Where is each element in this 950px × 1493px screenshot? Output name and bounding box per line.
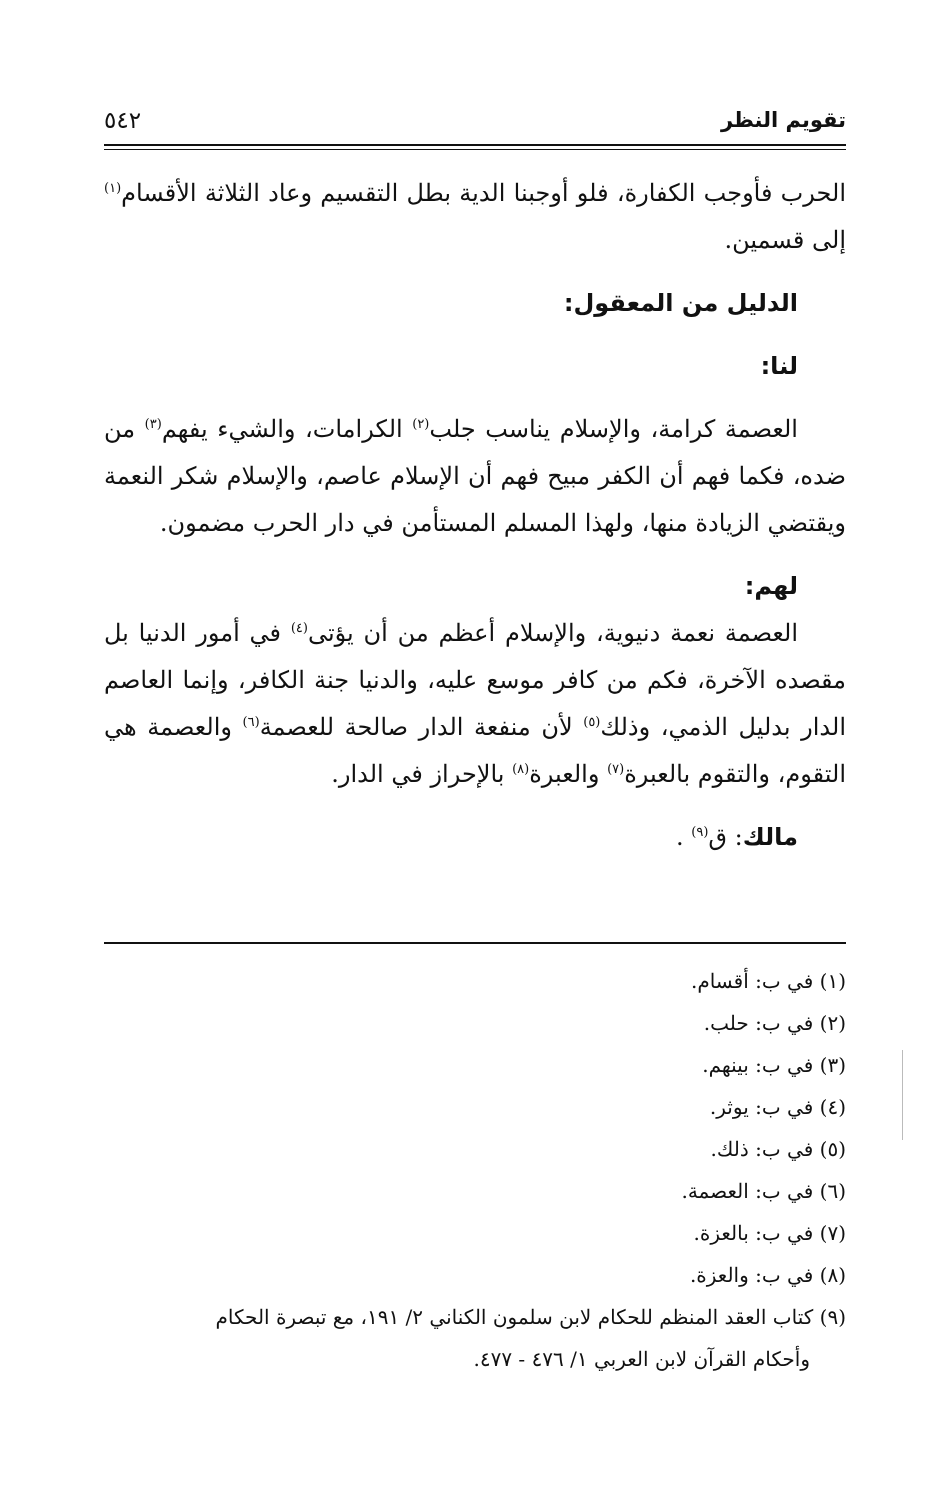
footnote-3: (٣) في ب: بينهم.: [702, 1053, 846, 1077]
text-span: الحرب فأوجب الكفارة، فلو أوجبنا الدية بطل التقسيم وعاد الثلاثة: [204, 179, 846, 207]
footnotes: [104, 960, 846, 1380]
heading-for-us: لنا:: [760, 352, 798, 380]
footnote-ref-6[interactable]: (٦): [242, 715, 260, 730]
heading-for-them: لهم:: [744, 572, 798, 600]
text-span: العصمة نعمة دنيوية، والإسلام أعظم من أن يؤتى: [307, 619, 798, 647]
footnote-7: (٧) في ب: بالعزة.: [693, 1221, 846, 1245]
footnote-ref-2[interactable]: (٢): [412, 417, 430, 432]
paragraph-1: [104, 170, 846, 264]
paragraph-2: [104, 406, 846, 547]
text-span: إلى قسمين.: [724, 226, 846, 254]
footnote-ref-7[interactable]: (٧): [607, 762, 625, 777]
text-span: لأن منفعة الدار صالحة للعصمة: [259, 713, 584, 741]
text-span: العصمة كرامة، والإسلام يناسب جلب: [429, 415, 798, 443]
footnote-9-continuation: وأحكام القرآن لابن العربي ١/ ٤٧٦ - ٤٧٧.: [473, 1347, 810, 1371]
paragraph-4: [104, 814, 846, 861]
footnote-9: (٩) كتاب العقد المنظم للحكام لابن سلمون الكناني ٢/ ١٩١، مع تبصرة الحكام: [215, 1305, 846, 1329]
footnote-4: (٤) في ب: يوثر.: [709, 1095, 846, 1119]
page-header: [104, 104, 846, 144]
footnote-2: (٢) في ب: حلب.: [703, 1011, 846, 1035]
heading-malik: مالك: [742, 823, 798, 851]
header-rule: [104, 144, 846, 146]
footnote-ref-3[interactable]: (٣): [144, 417, 162, 432]
footnote-ref-8[interactable]: (٨): [512, 762, 530, 777]
text-span: من ضده، فكما فهم أن الكفر مبيح فهم أن الإسلام عاصم، والإسلام شكر النعمة ويقتضي الزيادة منها، ولهذا المسلم المستأمن في دار الحرب مضمون.: [104, 415, 846, 537]
footnote-ref-4[interactable]: (٤): [290, 621, 308, 636]
text-span: الأقسام: [121, 179, 197, 207]
text-span: والعصمة هي التقوم، والتقوم بالعبرة: [104, 713, 846, 788]
text-span: في أمور الدنيا بل مقصده الآخرة، فكم من كافر موسع عليه، والدنيا جنة الكافر، وإنما العاصم الدار بدليل الذمي، وذلك: [104, 619, 846, 741]
margin-scan-mark: [902, 1050, 903, 1140]
footnote-ref-1[interactable]: (١): [104, 181, 122, 196]
main-text: [104, 170, 846, 861]
running-title: تقويم النظر: [720, 108, 846, 132]
page-number: ٥٤٢: [104, 108, 142, 134]
text-span: .: [676, 823, 692, 851]
paragraph-3: [104, 610, 846, 798]
footnote-5: (٥) في ب: ذلك.: [710, 1137, 846, 1161]
footnote-8: (٨) في ب: والعزة.: [689, 1263, 846, 1287]
text-span: : ق: [708, 823, 743, 851]
text-span: بالإحراز في الدار.: [331, 760, 513, 788]
footnote-separator: [104, 942, 846, 944]
footnote-6: (٦) في ب: العصمة.: [681, 1179, 846, 1203]
footnote-ref-5[interactable]: (٥): [583, 715, 601, 730]
footnote-ref-9[interactable]: (٩): [691, 825, 709, 840]
text-span: الكرامات، والشيء يفهم: [161, 415, 413, 443]
text-span: والعبرة: [529, 760, 608, 788]
header-rule-thin: [104, 149, 846, 150]
footnote-1: (١) في ب: أقسام.: [690, 969, 846, 993]
section-heading-rational-proof: الدليل من المعقول:: [563, 289, 798, 317]
